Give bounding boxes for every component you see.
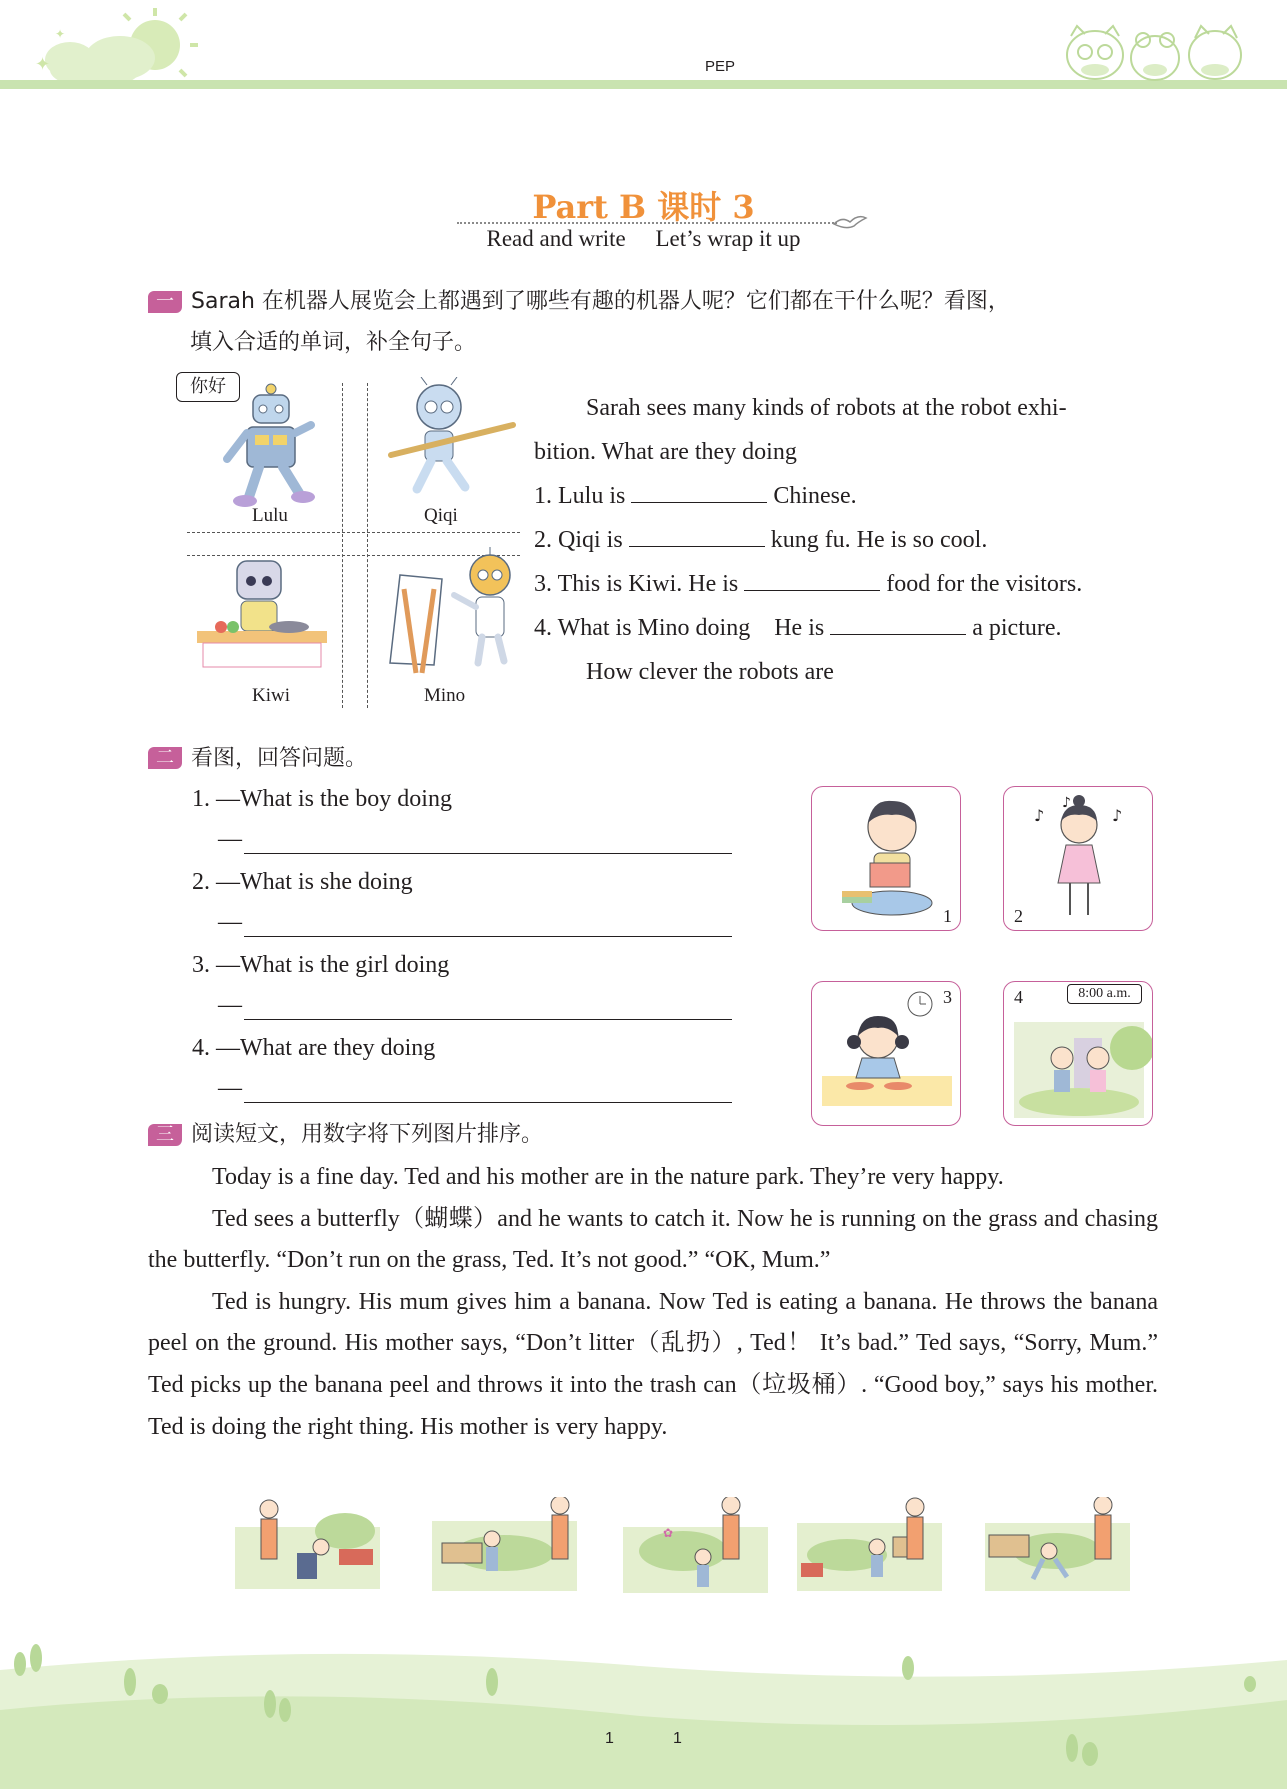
grid-divider	[187, 532, 520, 533]
fill-in-item-3	[534, 562, 1082, 606]
answer-dash: —	[218, 992, 242, 1018]
question-3: 3. —What is the girl doing	[192, 952, 450, 978]
fill-in-item-4	[534, 606, 1062, 650]
grid-divider	[367, 383, 368, 708]
picture-number: 4	[1014, 987, 1023, 1007]
robot-qiqi-illustration	[387, 377, 517, 507]
passage-paragraph: Today is a fine day. Ted and his mother are in the nature park. They’re very happy.	[212, 1164, 1004, 1190]
subtitle-wrap-up: Let’s wrap it up	[655, 226, 801, 251]
robot-label-lulu: Lulu	[252, 505, 288, 526]
section-3-instruction: 阅读短文，用数字将下列图片排序。	[191, 1122, 544, 1147]
section-1-instruction-line2: 填入合适的单词，补全句子。	[190, 330, 477, 355]
subtitle-read-write: Read and write	[486, 226, 626, 251]
fill-in-item-2	[534, 518, 987, 562]
scene-picture-4[interactable]	[797, 1497, 942, 1599]
robot-label-kiwi: Kiwi	[252, 685, 290, 706]
section-3-tag: 三	[148, 1124, 182, 1146]
blank-2[interactable]	[629, 527, 765, 547]
question-1: 1. —What is the boy doing	[192, 786, 452, 812]
page-number-left: 1	[605, 1730, 614, 1747]
grid-divider	[342, 383, 343, 708]
animal-faces-decoration	[1055, 20, 1255, 85]
header-label: PEP	[704, 58, 735, 75]
robot-lulu-illustration	[215, 381, 325, 511]
answer-line-4[interactable]	[218, 1075, 732, 1105]
item-4-text: 4. What is Mino doing He is	[534, 615, 825, 641]
picture-number: 2	[1014, 906, 1023, 926]
section-2-instruction: 看图，回答问题。	[191, 746, 368, 771]
picture-card-2	[1003, 786, 1153, 931]
section-1-closing: How clever the robots are	[586, 659, 834, 685]
page-number-right: 1	[673, 1730, 682, 1747]
blank-3[interactable]	[744, 571, 880, 591]
svg-text:♪: ♪	[1112, 806, 1123, 825]
question-4: 4. —What are they doing	[192, 1035, 436, 1061]
item-2-end: kung fu. He is so cool.	[770, 527, 988, 553]
answer-dash: —	[218, 826, 242, 852]
picture-card-3	[811, 981, 961, 1126]
blank-4[interactable]	[830, 615, 966, 635]
svg-text:✦: ✦	[35, 54, 51, 75]
section-2-tag: 二	[148, 747, 182, 769]
robot-picture-grid	[187, 375, 522, 707]
item-1-text: 1. Lulu is	[534, 483, 626, 509]
answer-line-2[interactable]	[218, 909, 732, 939]
scene-picture-3[interactable]	[623, 1497, 768, 1599]
hills-footer-decoration	[0, 1630, 1287, 1789]
svg-text:♪: ♪	[1034, 806, 1045, 825]
boy-reading-illustration	[812, 787, 961, 931]
passage-paragraph: Ted sees a butterfly（蝴蝶）and he wants to catch it. Now he is running on the grass and chasing the butterfly. “Don’t run on the grass, Ted. It’s not good.” “OK, Mum.”	[148, 1205, 1158, 1274]
blank-1[interactable]	[631, 483, 767, 503]
lesson-subtitle	[0, 226, 1287, 252]
girl-eating-illustration	[812, 982, 961, 1126]
robot-label-qiqi: Qiqi	[424, 505, 458, 526]
robot-label-mino: Mino	[424, 685, 466, 706]
cloud-sun-decoration	[0, 0, 210, 90]
svg-text:✿: ✿	[663, 1526, 674, 1540]
svg-text:♪: ♪	[1062, 795, 1071, 811]
title-divider	[457, 222, 837, 224]
svg-text:✦: ✦	[55, 27, 66, 41]
robot-kiwi-illustration	[197, 553, 327, 683]
item-4-end: a picture.	[972, 615, 1062, 641]
reading-passage	[148, 1157, 1158, 1448]
scene-picture-1[interactable]	[235, 1497, 380, 1599]
answer-dash: —	[218, 1075, 242, 1101]
picture-card-1	[811, 786, 961, 931]
question-2: 2. —What is she doing	[192, 869, 413, 895]
passage-paragraph: Ted is hungry. His mum gives him a banana. Now Ted is eating a banana. He throws the banana peel on the ground. His mother says, “Don’t litter（乱扔）, Ted！ It’s bad.” Ted says, “Sorry, Mum.” Ted picks up the banana peel and throws it into the trash can（垃圾桶）. “Good boy,” says his mother. Ted is doing the right thing. His mother is very happy.	[148, 1288, 1158, 1440]
picture-number: 1	[943, 906, 952, 926]
item-2-text: 2. Qiqi is	[534, 527, 623, 553]
fill-in-item-1	[534, 474, 857, 518]
lesson-title: Part B 课时 3	[532, 188, 755, 226]
section-1-intro-line1: Sarah sees many kinds of robots at the robot exhi-	[586, 395, 1067, 421]
answer-line-3[interactable]	[218, 992, 732, 1022]
time-label: 8:00 a.m.	[1067, 984, 1142, 1004]
item-1-end: Chinese.	[773, 483, 857, 509]
picture-number: 3	[943, 987, 952, 1007]
robot-mino-illustration	[382, 545, 522, 680]
picture-card-4	[1003, 981, 1153, 1126]
scene-picture-5[interactable]	[985, 1497, 1130, 1599]
item-3-text: 3. This is Kiwi. He is	[534, 571, 739, 597]
girl-singing-illustration	[1004, 787, 1153, 931]
answer-line-1[interactable]	[218, 826, 732, 856]
answer-dash: —	[218, 909, 242, 935]
scene-picture-2[interactable]	[432, 1497, 577, 1599]
speech-bubble: 你好	[176, 372, 240, 402]
section-1-intro-line2: bition. What are they doing	[534, 439, 797, 465]
section-1-tag: 一	[148, 291, 182, 313]
item-3-end: food for the visitors.	[886, 571, 1083, 597]
section-1-instruction-line1: Sarah 在机器人展览会上都遇到了哪些有趣的机器人呢？它们都在干什么呢？看图，	[191, 289, 1010, 314]
